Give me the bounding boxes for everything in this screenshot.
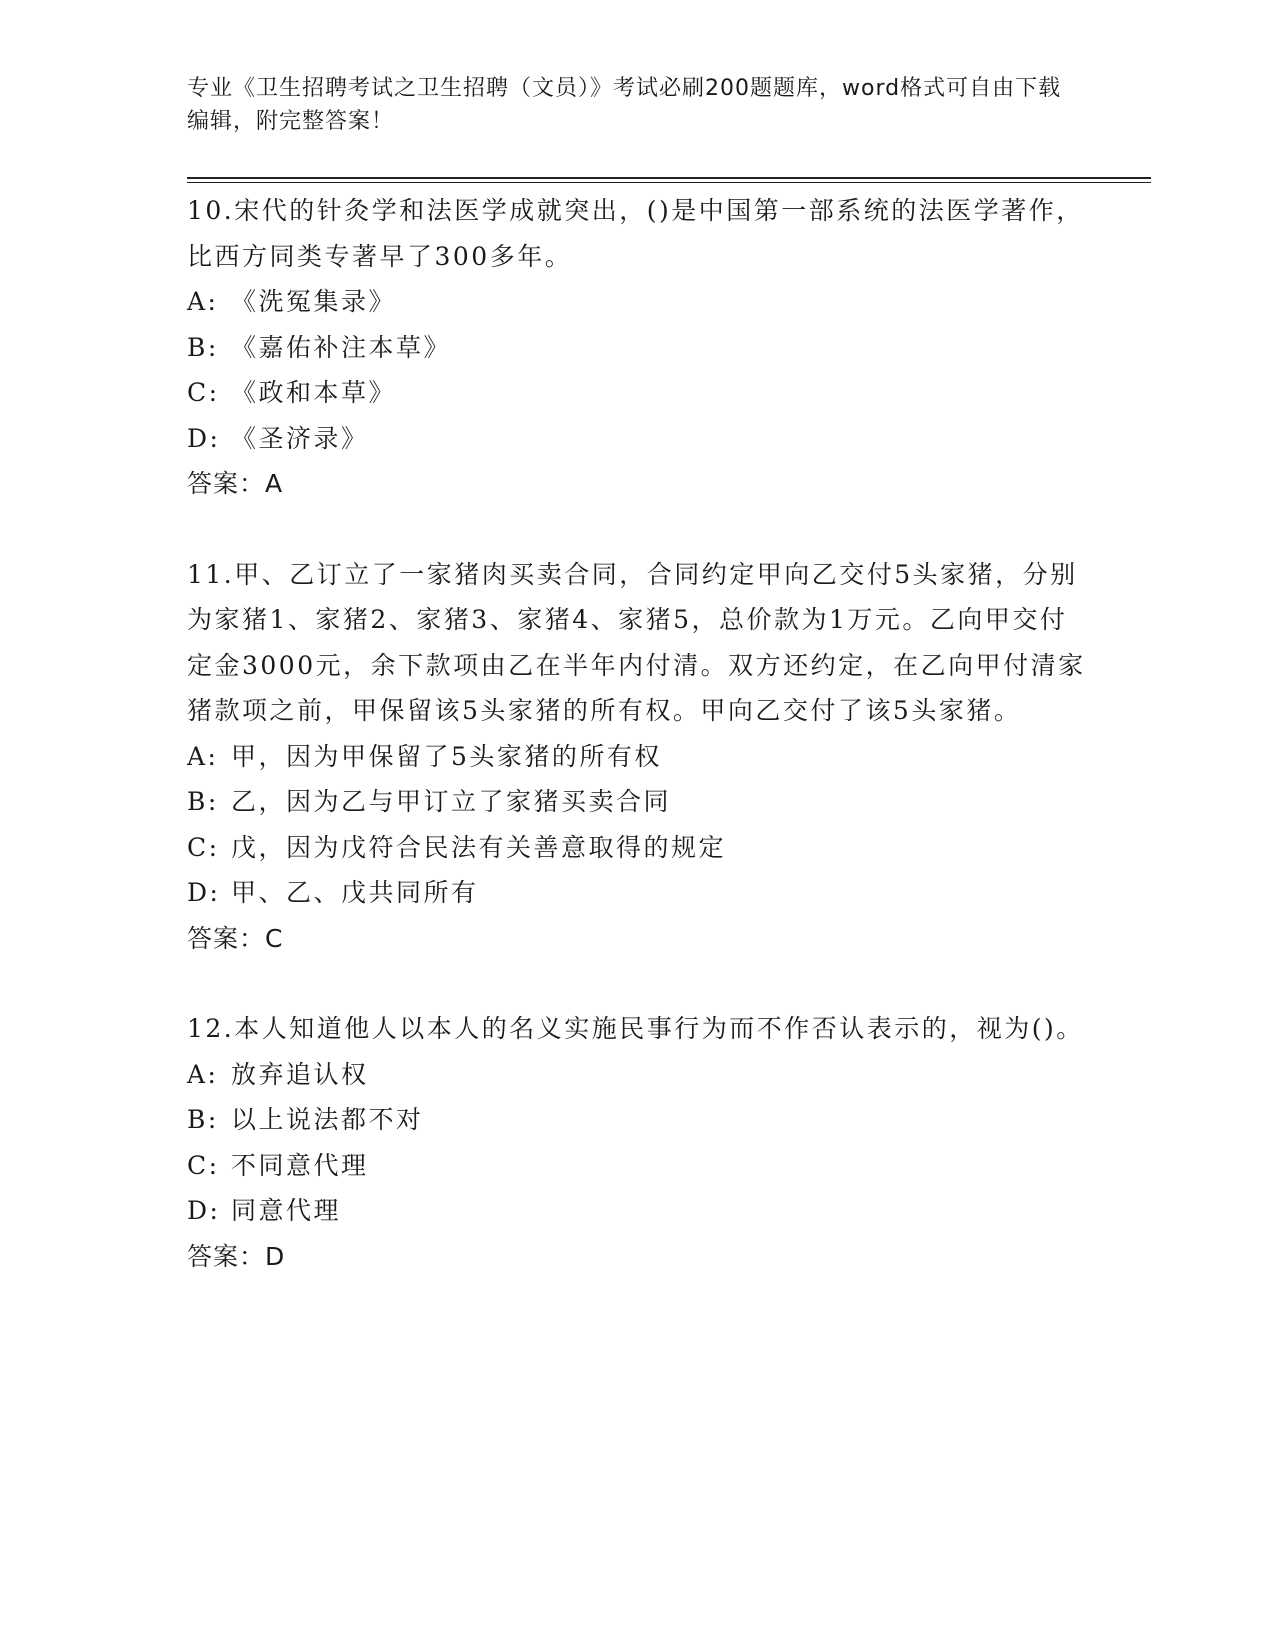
option-b xyxy=(187,325,1087,371)
question-list xyxy=(187,188,1087,1279)
answer-line: 答案：A xyxy=(187,469,284,498)
question-stem: 11.甲、乙订立了一家猪肉买卖合同，合同约定甲向乙交付5头家猪，分别为家猪1、家猪2、家猪3、家猪4、家猪5，总价款为1万元。乙向甲交付定金3000元，余下款项由乙在半年内付清。双方还约定，在乙向甲付清家猪款项之前，甲保留该5头家猪的所有权。甲向乙交付了该5头家猪。 xyxy=(187,559,1086,725)
option-text: 乙，因为乙与甲订立了家猪买卖合同 xyxy=(231,787,672,816)
option-letter: C: xyxy=(187,832,220,862)
question-stem: 12.本人知道他人以本人的名义实施民事行为而不作否认表示的，视为()。 xyxy=(187,1014,1084,1043)
option-b xyxy=(187,1097,1087,1143)
option-letter: A: xyxy=(187,741,219,771)
option-letter: D: xyxy=(187,1196,221,1225)
option-text: 《嘉佑补注本草》 xyxy=(231,332,452,362)
option-d xyxy=(187,1188,1087,1234)
question-11 xyxy=(187,552,1087,962)
question-stem: 10.宋代的针灸学和法医学成就突出，()是中国第一部系统的法医学著作，比西方同类专著早了300多年。 xyxy=(187,196,1084,271)
option-a xyxy=(187,279,1087,325)
header-rule-thin xyxy=(187,182,1151,183)
option-d xyxy=(187,416,1087,462)
option-letter: C: xyxy=(187,378,220,407)
option-text: 甲、乙、戊共同所有 xyxy=(231,878,479,907)
question-10 xyxy=(187,188,1087,507)
option-a xyxy=(187,734,1087,780)
option-text: 同意代理 xyxy=(231,1196,342,1225)
option-d xyxy=(187,870,1087,916)
option-letter: B: xyxy=(187,787,219,816)
document-header: 专业《卫生招聘考试之卫生招聘（文员）》考试必刷200题题库，word格式可自由下载编辑，附完整答案！ xyxy=(187,76,1062,134)
option-text: 《洗冤集录》 xyxy=(231,287,397,316)
option-text: 戊，因为戊符合民法有关善意取得的规定 xyxy=(231,832,727,862)
answer-line: 答案：D xyxy=(187,1241,286,1271)
option-c xyxy=(187,1143,1087,1189)
option-letter: C: xyxy=(187,1150,220,1180)
spacer xyxy=(187,961,1087,1006)
option-c xyxy=(187,370,1087,416)
header-rule-thick xyxy=(187,177,1151,179)
option-letter: A: xyxy=(187,1059,219,1089)
option-c xyxy=(187,825,1087,871)
option-a xyxy=(187,1052,1087,1098)
option-text: 甲，因为甲保留了5头家猪的所有权 xyxy=(231,741,662,771)
option-text: 不同意代理 xyxy=(231,1150,369,1180)
option-letter: A: xyxy=(187,287,219,316)
option-text: 放弃追认权 xyxy=(231,1059,369,1089)
option-text: 以上说法都不对 xyxy=(231,1105,424,1134)
option-text: 《政和本草》 xyxy=(231,378,397,407)
option-letter: B: xyxy=(187,332,219,362)
option-text: 《圣济录》 xyxy=(231,423,369,453)
option-b xyxy=(187,779,1087,825)
option-letter: D: xyxy=(187,423,221,453)
option-letter: B: xyxy=(187,1105,219,1134)
answer-line: 答案：C xyxy=(187,923,284,953)
option-letter: D: xyxy=(187,878,221,907)
spacer xyxy=(187,507,1087,552)
question-12 xyxy=(187,1006,1087,1279)
